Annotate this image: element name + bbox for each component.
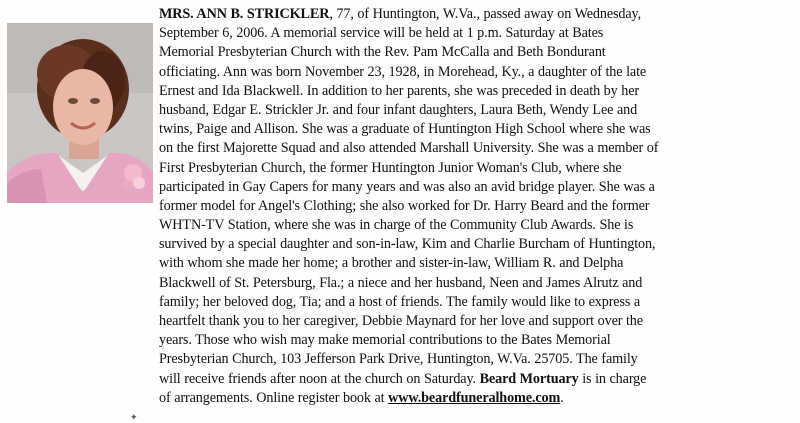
obituary-line-9: First Presbyterian Church, the former Huntington Junior Woman's Club, where she (159, 159, 622, 176)
obituary-line-19: Presbyterian Church, 103 Jefferson Park Drive, Huntington, W.Va. 25705. The family (159, 351, 638, 368)
obituary-line-12: WHTN-TV Station, where she was in charge of the Community Club Awards. She is (159, 217, 634, 234)
mortuary-name: Beard Mortuary (479, 370, 579, 387)
obituary-line-20: will receive friends after noon at the church on Saturday. Beard Mortuary is in charge (159, 370, 647, 387)
funeral-home-website-link[interactable]: www.beardfuneralhome.com (388, 389, 561, 406)
obituary-line-10: participated in Gay Capers for many years and was also an avid bridge player. She was a (159, 178, 655, 195)
obituary-line-7: twins, Paige and Allison. She was a graduate of Huntington High School where she was (159, 121, 651, 138)
obituary-line-8: on the first Majorette Squad and also attended Marshall University. She was a member of (159, 140, 659, 157)
obituary-line-14: with whom she made her home; a brother and sister-in-law, William R. and Delpha (159, 255, 624, 272)
obituary-line-15: Blackwell of St. Petersburg, Fla.; a niece and her husband, Neen and James Alrutz and (159, 274, 643, 291)
obituary-line-4: officiating. Ann was born November 23, 1928, in Morehead, Ky., a daughter of the late (159, 63, 647, 80)
obituary-line-5: Ernest and Ida Blackwell. In addition to her parents, she was preceded in death by her (159, 82, 640, 99)
obituary-line-1: MRS. ANN B. STRICKLER, 77, of Huntington, W.Va., passed away on Wednesday, (159, 6, 642, 22)
scan-speck: ✦ (130, 413, 138, 423)
obituary-line-21: of arrangements. Online register book at www.beardfuneralhome.com. (159, 389, 564, 406)
obituary-line-13: survived by a special daughter and son-in-law, Kim and Charlie Burcham of Huntington, (159, 236, 656, 253)
obituary-line-17: heartfelt thank you to her caregiver, Debbie Maynard for her love and support over the (159, 313, 643, 329)
obituary-line-16: family; her beloved dog, Tia; and a host of friends. The family would like to express a (159, 293, 641, 310)
obituary-line-11: former model for Angel's Clothing; she also worked for Dr. Harry Beard and the former (159, 197, 650, 214)
deceased-name: MRS. ANN B. STRICKLER (159, 6, 330, 22)
obituary-line-18: years. Those who wish may make memorial contributions to the Bates Memorial (159, 332, 611, 349)
portrait-photo (7, 23, 153, 203)
obituary-line-2: September 6, 2006. A memorial service will be held at 1 p.m. Saturday at Bates (159, 25, 604, 42)
obituary-text (159, 5, 795, 408)
obituary-line-3: Memorial Presbyterian Church with the Rev. Pam McCalla and Beth Bondurant (159, 44, 606, 61)
obituary-line-6: husband, Edgar E. Strickler Jr. and four infant daughters, Laura Beth, Wendy Lee and (159, 101, 638, 118)
